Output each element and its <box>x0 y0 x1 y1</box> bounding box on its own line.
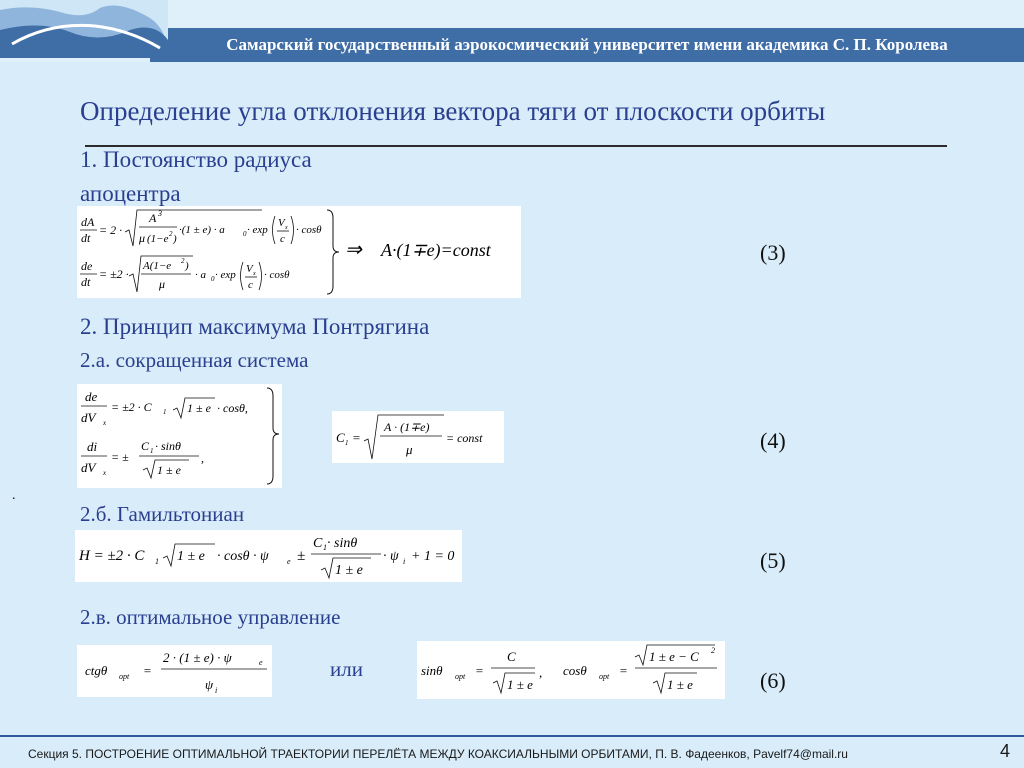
eq3-Vx: V <box>278 217 285 229</box>
eq6-C: C <box>507 649 516 664</box>
section-2b-title: 2.б. Гамильтониан <box>80 502 245 526</box>
eq4-de: de <box>85 389 98 404</box>
eq4-x: x <box>103 419 107 427</box>
equation-3-box <box>77 206 521 298</box>
eq5-end: + 1 = 0 <box>411 549 455 564</box>
eq4-one: 1 <box>163 408 167 416</box>
section-2-title: 2. Принцип максимума Понтрягина <box>80 314 430 339</box>
eq3-dt: dt <box>81 231 91 245</box>
university-name: Самарский государственный аэрокосмический университет имени академика С. П. Королева <box>226 35 948 54</box>
header-bar <box>150 28 1024 62</box>
eq4-C1: C <box>141 439 150 453</box>
eq6-sin-opt: opt <box>455 672 466 681</box>
eq3-close: ) <box>173 233 177 245</box>
eq4-const: = const <box>446 431 483 445</box>
equation-4-system-box <box>77 384 282 488</box>
eq5-sub1: 1 <box>155 557 159 566</box>
eq3-A1me: A(1−e <box>143 260 172 272</box>
section-2a-title: 2.а. сокращенная система <box>80 348 309 372</box>
eq6-ctg: ctgθ <box>85 663 108 678</box>
footer-divider <box>0 735 1024 737</box>
eq3-mu-b: μ <box>159 277 166 291</box>
university-logo-icon <box>0 0 168 58</box>
eq3-dt-2: dt <box>81 275 91 289</box>
eq4-A1e: A · (1∓e) <box>384 420 430 434</box>
eq5-num: C <box>313 536 323 551</box>
eq6-eq-1: = <box>475 663 484 678</box>
eq4-C: C <box>336 430 345 445</box>
or-word: или <box>330 657 363 681</box>
eq4-sqrt-2: 1 ± e <box>157 463 181 477</box>
eq3-A: A <box>149 211 157 225</box>
equation-6-number: (6) <box>760 668 786 693</box>
equation-5-box <box>75 530 462 582</box>
equation-6-ctg-formula <box>77 645 272 697</box>
eq3-exp: · exp <box>247 224 268 236</box>
eq6-sqrt1: 1 ± e <box>507 677 533 692</box>
eq5-pm: ± <box>297 548 306 564</box>
eq3-1me2: (1−e <box>147 233 169 245</box>
eq6-sqrt-num: 1 ± e − C <box>649 649 699 664</box>
eq6-sin: sinθ <box>421 663 443 678</box>
eq3-result: A·(1∓e)=const <box>381 240 491 260</box>
equation-4-number: (4) <box>760 428 786 453</box>
eq4-x-2: x <box>103 469 107 477</box>
eq4-di: di <box>87 439 98 454</box>
eq5-num-rest: · sinθ <box>327 536 358 551</box>
eq3-dA: dA <box>81 215 95 229</box>
stray-dot: . <box>12 488 16 503</box>
eq6-sqrt-den: 1 ± e <box>667 677 693 692</box>
page-number: 4 <box>1000 741 1011 761</box>
footer-text: Секция 5. ПОСТРОЕНИЕ ОПТИМАЛЬНОЙ ТРАЕКТОРИИ ПЕРЕЛЁТА МЕЖДУ КОАКСИАЛЬНЫМИ ОРБИТАМИ, П. В. Фадеенков, Pavelf74@mail.ru <box>28 747 848 761</box>
eq4-sin: · sinθ <box>155 439 181 453</box>
eq4-C1-sub: 1 <box>150 447 154 455</box>
eq6-num-sub: e <box>259 658 263 667</box>
eq6-opt: opt <box>119 672 130 681</box>
eq6-cos-opt: opt <box>599 672 610 681</box>
eq6-sq: 2 <box>711 646 715 655</box>
eq3-coef: = 2 · <box>99 223 123 237</box>
section-1-line-1: 1. Постоянство радиуса <box>80 147 312 172</box>
equation-3-number: (3) <box>760 240 786 265</box>
eq3-two: 2 <box>169 230 173 238</box>
eq3-de: de <box>81 259 93 273</box>
eq5-mid: · cosθ · ψ <box>217 549 269 564</box>
equation-6-ctg-box <box>77 645 272 697</box>
eq3-x: x <box>285 225 288 231</box>
eq4-mu: μ <box>406 442 413 457</box>
slide-title: Определение угла отклонения вектора тяги от плоскости орбиты <box>80 96 826 126</box>
eq3-A-exp: 3 <box>158 209 162 218</box>
equation-4-system-formula <box>77 384 282 488</box>
eq5-num-sub: 1 <box>323 543 327 552</box>
eq6-eq-2: = <box>619 663 628 678</box>
section-1-line-2: апоцентра <box>80 181 181 206</box>
eq3-cos: · cosθ <box>296 224 322 236</box>
eq5-sub-e: e <box>287 557 291 566</box>
equation-3-formula <box>77 206 521 298</box>
eq5-sub-i: i <box>403 557 406 566</box>
eq3-mu: μ <box>139 231 146 245</box>
eq3-c-b: c <box>248 279 253 291</box>
equation-6-sincos-formula <box>417 641 725 699</box>
eq4-eq: = <box>352 430 361 445</box>
eq3-c: c <box>280 233 285 245</box>
eq3-1pme: ·(1 ± e) · a <box>179 224 225 236</box>
equation-6-sincos-box <box>417 641 725 699</box>
eq3-a0-b: · a <box>195 269 206 281</box>
eq5-tail: · ψ <box>383 549 399 564</box>
eq3-a0: 0 <box>243 230 247 238</box>
eq3-coef-pm: = ±2 · <box>99 267 129 281</box>
eq6-den-sub: i <box>215 686 218 695</box>
eq4-cos: · cosθ, <box>217 401 248 415</box>
eq5-lhs: H = ±2 · C <box>79 548 145 564</box>
equation-5-number: (5) <box>760 548 786 573</box>
eq6-comma: , <box>539 665 543 680</box>
section-2c-title: 2.в. оптимальное управление <box>80 605 341 629</box>
eq6-den: ψ <box>205 677 214 692</box>
eq4-dVx: dV <box>81 410 96 425</box>
eq3-two-b: 2 <box>181 257 185 265</box>
eq4-comma: , <box>201 451 204 465</box>
eq3-zero-b: 0 <box>211 275 215 283</box>
eq6-eq: = <box>143 663 152 678</box>
eq3-close-b: ) <box>185 260 189 272</box>
eq3-exp-b: · exp <box>215 269 236 281</box>
eq3-implies: ⇒ <box>345 239 362 261</box>
eq3-cos-b: · cosθ <box>264 269 290 281</box>
eq5-sqrt: 1 ± e <box>177 549 205 564</box>
equation-4-const-box <box>332 411 504 463</box>
eq6-cos: cosθ <box>563 663 587 678</box>
equation-4-const-formula <box>332 411 504 463</box>
eq5-den: 1 ± e <box>335 563 363 578</box>
eq6-num: 2 · (1 ± e) · ψ <box>163 650 232 665</box>
eq3-x-b: x <box>253 271 256 277</box>
eq4-sqrt: 1 ± e <box>187 401 211 415</box>
eq3-Vx-b: V <box>246 263 253 275</box>
equation-5-formula <box>75 530 462 582</box>
eq4-C-sub: 1 <box>345 439 349 447</box>
eq4-dVx-2: dV <box>81 460 96 475</box>
eq4-line1-rhs: = ±2 · C <box>111 400 152 414</box>
eq4-line2-rhs: = ± <box>111 450 129 464</box>
